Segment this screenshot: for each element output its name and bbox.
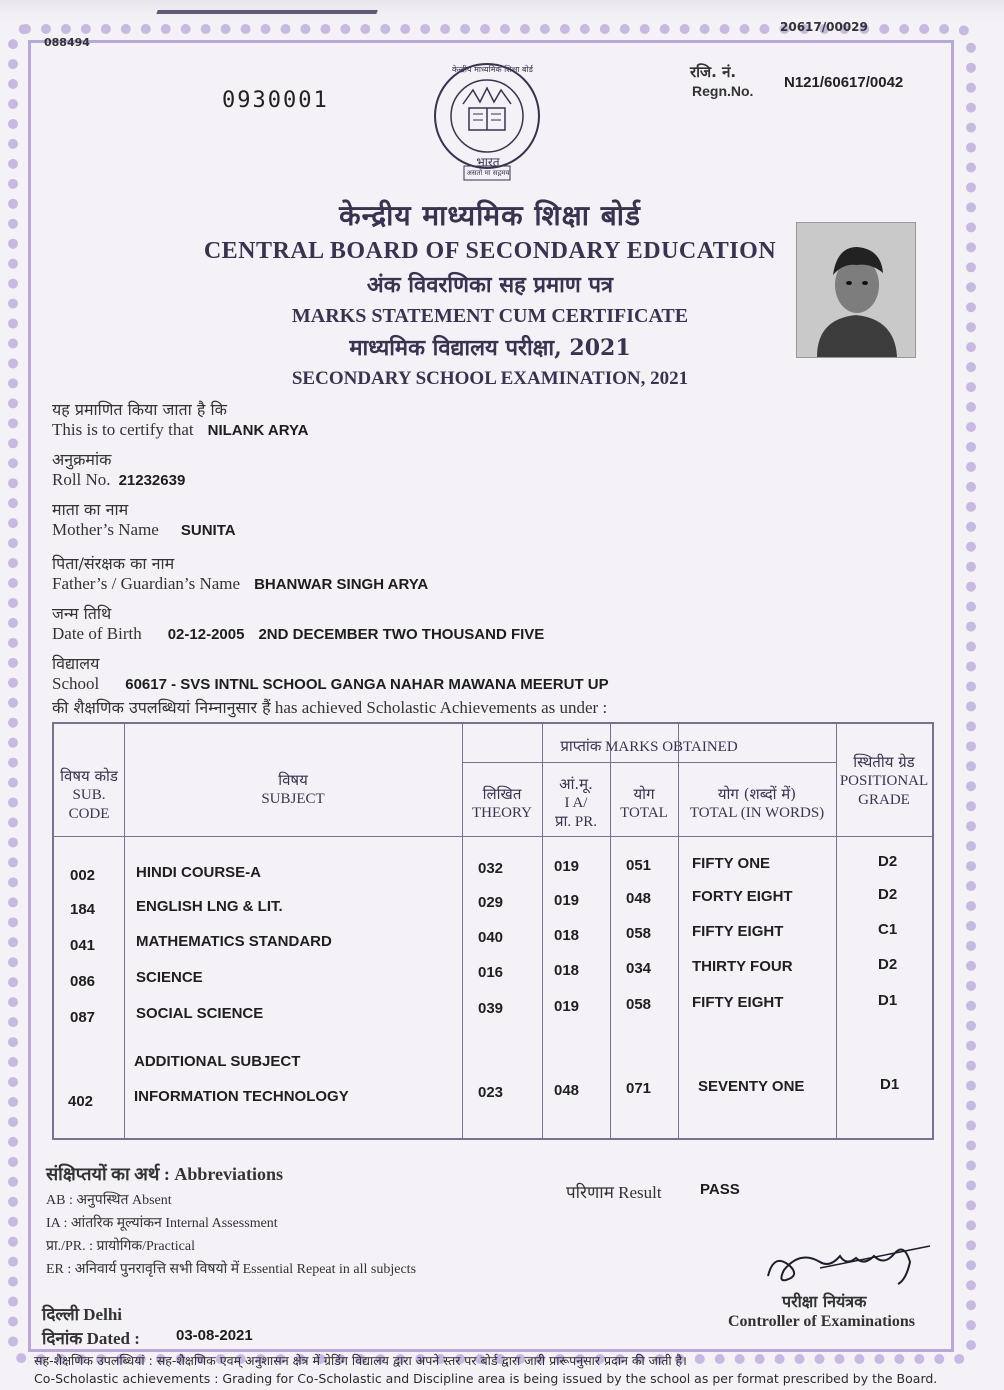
row-words: FORTY EIGHT <box>692 888 793 905</box>
row-ia: 019 <box>554 892 580 909</box>
header-pr: प्रा. PR. <box>554 814 598 830</box>
row-subject: MATHEMATICS STANDARD <box>136 933 332 950</box>
header-total-words-english: TOTAL (IN WORDS) <box>689 805 825 821</box>
header-grade-line1: POSITIONAL <box>839 773 929 789</box>
row-theory: 039 <box>478 1000 504 1017</box>
row-subject: SOCIAL SCIENCE <box>136 1005 264 1022</box>
row-total: 071 <box>626 1080 652 1097</box>
row-code: 402 <box>68 1093 94 1110</box>
row-subject: INFORMATION TECHNOLOGY <box>134 1088 349 1105</box>
header-ia-hindi: आं.मू. <box>559 775 593 793</box>
regn-label-hindi: रजि. नं. <box>690 63 737 81</box>
header-divider <box>462 762 836 763</box>
logo-motto: असतो मा सद्गमय <box>466 169 510 177</box>
header-grade-line2: GRADE <box>858 792 910 808</box>
marks-table <box>52 722 934 1140</box>
row-subject: ENGLISH LNG & LIT. <box>136 898 283 915</box>
certify-label: This is to certify that <box>52 420 194 439</box>
top-handwriting <box>156 0 383 14</box>
signature-icon <box>760 1232 940 1292</box>
dob-label-hindi: जन्म तिथि <box>52 604 112 623</box>
row-ia: 019 <box>554 858 580 875</box>
school-label: School <box>52 674 100 693</box>
header-grade-hindi: स्थितीय ग्रेड <box>853 753 915 771</box>
serial-number-right: 20617/00029 <box>780 20 868 34</box>
row-words: THIRTY FOUR <box>692 958 793 975</box>
roll-label: Roll No. <box>52 470 111 489</box>
row-grade: D1 <box>880 1076 900 1093</box>
row-theory: 023 <box>478 1084 504 1101</box>
row-total: 058 <box>626 925 652 942</box>
roll-label-hindi: अनुक्रमांक <box>52 450 112 469</box>
mother-label-hindi: माता का नाम <box>52 500 129 519</box>
row-code: 002 <box>70 867 96 884</box>
father-label-hindi: पिता/संरक्षक का नाम <box>52 554 175 573</box>
row-words: FIFTY EIGHT <box>692 994 784 1011</box>
abbreviations-block <box>46 1162 416 1278</box>
abbreviation-line: AB : अनुपस्थित Absent <box>46 1193 172 1208</box>
row-grade: D2 <box>878 853 898 870</box>
header-theory-english: THEORY <box>472 805 532 821</box>
row-subject: SCIENCE <box>136 969 203 986</box>
student-photo-drawing <box>797 223 915 357</box>
header-subject <box>124 770 462 809</box>
title-block <box>190 196 790 390</box>
father-name: BHANWAR SINGH ARYA <box>254 576 429 593</box>
mother-field <box>52 498 236 540</box>
father-label: Father’s / Guardian’s Name <box>52 574 241 593</box>
row-words: SEVENTY ONE <box>698 1078 805 1095</box>
header-sub-code-hindi: विषय कोड <box>60 767 118 785</box>
mother-label: Mother’s Name <box>52 520 159 539</box>
additional-subject-label: ADDITIONAL SUBJECT <box>134 1053 301 1070</box>
row-code: 184 <box>70 901 96 918</box>
place-of-issue: दिल्ली Delhi <box>42 1305 122 1324</box>
document-title: MARKS STATEMENT CUM CERTIFICATE <box>291 305 689 327</box>
certificate-number: 0930001 <box>222 88 329 113</box>
row-theory: 016 <box>478 964 504 981</box>
logo-top-text: केन्द्रीय माध्यमिक शिक्षा बोर्ड <box>452 65 533 74</box>
header-grade <box>836 752 932 810</box>
dob-field <box>52 602 544 644</box>
header-marks-hindi: प्राप्तांक <box>560 737 602 755</box>
board-name: CENTRAL BOARD OF SECONDARY EDUCATION <box>203 238 777 264</box>
row-grade: D1 <box>878 992 898 1009</box>
abbreviation-line: ER : अनिवार्य पुनरावृत्ति सभी विषयो में Essential Repeat in all subjects <box>46 1262 417 1277</box>
roll-field <box>52 448 185 490</box>
header-sub-code-line2: CODE <box>68 806 110 822</box>
row-total: 048 <box>626 890 652 907</box>
student-name: NILANK ARYA <box>207 422 309 439</box>
controller-title-hindi: परीक्षा नियंत्रक <box>782 1292 867 1311</box>
date-value: 03-08-2021 <box>176 1327 253 1344</box>
row-grade: D2 <box>878 886 898 903</box>
top-strip <box>0 0 1004 20</box>
serial-number-left: 088494 <box>44 36 90 49</box>
school-label-hindi: विद्यालय <box>52 654 100 673</box>
header-bottom-line <box>54 836 932 837</box>
mother-name: SUNITA <box>180 522 236 539</box>
header-subject-hindi: विषय <box>278 771 308 789</box>
certify-label-hindi: यह प्रमाणित किया जाता है कि <box>52 400 227 419</box>
row-words: FIFTY EIGHT <box>692 923 784 940</box>
controller-title: Controller of Examinations <box>728 1313 915 1330</box>
row-ia: 018 <box>554 927 580 944</box>
row-code: 087 <box>70 1009 96 1026</box>
header-sub-code-line1: SUB. <box>72 787 106 803</box>
header-total-hindi: योग <box>633 785 655 803</box>
header-theory-hindi: लिखित <box>482 785 522 803</box>
header-total-words-hindi: योग (शब्दों में) <box>717 785 797 803</box>
header-total-english: TOTAL <box>620 805 668 821</box>
row-ia: 019 <box>554 998 580 1015</box>
row-theory: 040 <box>478 929 504 946</box>
abbreviation-line: IA : आंतरिक मूल्यांकन Internal Assessment <box>46 1216 278 1231</box>
exam-title: SECONDARY SCHOOL EXAMINATION, 2021 <box>291 368 689 389</box>
row-code: 041 <box>70 937 96 954</box>
row-grade: C1 <box>878 921 898 938</box>
row-total: 051 <box>626 857 652 874</box>
row-ia: 018 <box>554 962 580 979</box>
row-theory: 032 <box>478 860 504 877</box>
result-value: PASS <box>700 1181 740 1198</box>
header-marks-english: MARKS OBTAINED <box>605 739 738 755</box>
document-title-hindi: अंक विवरणिका सह प्रमाण पत्र <box>366 272 614 298</box>
abbreviation-line: प्रा./PR. : प्रायोगिक/Practical <box>46 1239 195 1254</box>
row-grade: D2 <box>878 956 898 973</box>
school-name: 60617 - SVS INTNL SCHOOL GANGA NAHAR MAWANA MEERUT UP <box>125 676 609 693</box>
row-code: 086 <box>70 973 96 990</box>
certify-field <box>52 398 308 440</box>
achievement-intro-english: has achieved Scholastic Achievements as under : <box>274 698 608 717</box>
student-photo <box>796 222 916 358</box>
board-name-hindi: केन्द्रीय माध्यमिक शिक्षा बोर्ड <box>339 199 641 232</box>
result-label: परिणाम Result <box>566 1183 662 1202</box>
header-subject-english: SUBJECT <box>261 791 325 807</box>
dob-value: 02-12-2005 <box>167 626 245 643</box>
footer-note-hindi: सह-शैक्षणिक उपलब्धियां : सह-शैक्षणिक एवम् अनुशासन क्षेत्र में ग्रेडिंग विद्यालय द्वारा अपने स्तर पर बोर्ड द्वारा जारी प्रारूपनुसार प्रदान की जाती है। <box>34 1353 687 1368</box>
row-subject: HINDI COURSE-A <box>136 864 262 881</box>
header-sub-code <box>54 766 124 824</box>
abbreviations-title: संक्षिप्तयों का अर्थ : Abbreviations <box>46 1164 284 1184</box>
header-ia-pr <box>542 774 610 832</box>
row-words: FIFTY ONE <box>692 855 771 872</box>
row-total: 034 <box>626 960 652 977</box>
dob-label: Date of Birth <box>52 624 142 643</box>
logo-bottom-text: भारत <box>476 155 500 169</box>
school-field <box>52 652 609 694</box>
row-theory: 029 <box>478 894 504 911</box>
footer-note-english: Co-Scholastic achievements : Grading for Co-Scholastic and Discipline area is being issued by the school as per format prescribed by the Board. <box>34 1371 938 1386</box>
header-total <box>610 784 678 823</box>
regn-number: N121/60617/0042 <box>784 74 904 91</box>
regn-label: Regn.No. <box>692 83 754 99</box>
achievement-intro <box>52 696 607 718</box>
date-label: दिनांक Dated : <box>42 1329 140 1348</box>
achievement-intro-hindi: की शैक्षणिक उपलब्धियां निम्नानुसार हैं <box>52 698 271 717</box>
row-total: 058 <box>626 996 652 1013</box>
dob-in-words: 2ND DECEMBER TWO THOUSAND FIVE <box>258 626 545 643</box>
father-field <box>52 552 428 594</box>
exam-title-hindi: माध्यमिक विद्यालय परीक्षा, 2021 <box>349 335 631 361</box>
roll-number: 21232639 <box>118 472 186 489</box>
header-theory <box>462 784 542 823</box>
header-marks-obtained <box>462 736 836 757</box>
row-ia: 048 <box>554 1082 580 1099</box>
header-total-words <box>678 784 836 823</box>
header-ia-english: I A/ <box>564 795 588 811</box>
